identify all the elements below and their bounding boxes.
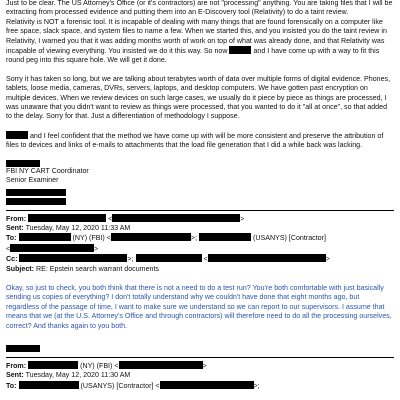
redaction-box (160, 381, 254, 389)
from-value: (NY) (FBI) < (80, 361, 119, 370)
redaction-box (6, 131, 28, 139)
redaction-box (19, 381, 79, 389)
email-separator (6, 210, 394, 211)
redaction-box (229, 46, 251, 54)
cc-sep-1: >; (127, 255, 134, 264)
redaction-box (28, 361, 78, 369)
signature-block (6, 160, 394, 205)
signature-role: Senior Examiner (6, 176, 59, 185)
redaction-box (136, 254, 202, 262)
sent-value: Tuesday, May 12, 2020 11:30 AM (25, 371, 131, 380)
email-body-1-text: Okay, so just to check, you both think that there is not a need to do a test run? You're both comfortable with just basically sending us copies of everything? I don't totally understand why we couldn't have done that eight months ago, but regardless of the passage of time, I want to make sure we understand so we can report to our supervisors. I assume that means that we (at the U.S. Attorney's Office and through contractors) will therefore need to do all the processing ourselves, correct? And thanks again to you both. (6, 283, 392, 330)
redaction-box (119, 361, 203, 369)
from-end: > (240, 214, 245, 223)
to-line (6, 381, 394, 391)
to-value-e: > (94, 244, 99, 253)
redaction-box (199, 233, 251, 241)
redaction-box (111, 233, 191, 241)
email-header-1 (6, 214, 394, 274)
subject-value: RE: Epstein search warrant documents (35, 264, 159, 273)
signature-block-2 (6, 345, 394, 352)
sent-line (6, 224, 394, 233)
body-paragraph-2: Sorry it has taken so long, but we are talking about terabytes worth of data over multiple forms of digital evidence. Phones, tablets, loose media, cameras, DVRs, servers, laptops, and desktop computers. We have gotten past encryption on multiple devices. When we review devices on such large cases, we usually do it piece by piece as things are processed, I was unaware that you didn't want to review as things were processed, that you wanted to do it "all at once", so that added to the delay. Sorry for that. Just a differentiation of methodology I suppose. (6, 74, 391, 121)
redaction-box (28, 214, 106, 222)
redaction-box (19, 233, 71, 241)
from-label: From: (6, 361, 27, 370)
to-line (6, 233, 394, 243)
to-value-a: (NY) (FBI) < (72, 234, 111, 243)
sent-label: Sent: (6, 223, 24, 232)
redaction-box (19, 254, 127, 262)
from-label: From: (6, 214, 27, 223)
cc-sep-2: < (203, 255, 208, 264)
redaction-box (6, 160, 40, 167)
to-value-d: < (6, 244, 11, 253)
intro-paragraph (6, 0, 394, 66)
signature-title: FBI NY CART Coordinator (6, 166, 89, 175)
from-line (6, 214, 394, 224)
body-paragraph-3-text: and I feel confident that the method we have come up with will be more consistent and preserve the attribution of files to devices and links of e-mails to attachments that the load file generation that I did a while back was lacking. (6, 131, 384, 150)
cc-end: > (325, 255, 330, 264)
to-label: To: (6, 234, 17, 243)
intro-sentence-3: and I have come up with a way to fit this round peg into this square hole. We will get it done. (6, 47, 380, 65)
redaction-box (6, 345, 40, 352)
cc-line (6, 254, 394, 264)
to-line-cont (6, 244, 394, 254)
redaction-box (208, 254, 326, 262)
to-value: (USANYS) [Contractor] < (80, 381, 160, 390)
to-label: To: (6, 381, 17, 390)
cc-label: Cc: (6, 255, 18, 264)
from-value: < (108, 214, 113, 223)
sent-line (6, 371, 394, 380)
subject-label: Subject: (6, 264, 34, 273)
email-header-2 (6, 361, 394, 391)
sent-value: Tuesday, May 12, 2020 11:33 AM (25, 223, 131, 232)
redaction-box (112, 214, 240, 222)
subject-line (6, 265, 394, 274)
to-value-b: >; (190, 234, 198, 243)
from-end: > (202, 361, 207, 370)
from-line (6, 361, 394, 371)
redaction-box (6, 198, 66, 205)
to-end: >; (253, 381, 260, 390)
sent-label: Sent: (6, 371, 24, 380)
to-value-c: (USANYS) [Contractor] (253, 234, 326, 243)
body-paragraph-3 (6, 131, 394, 151)
document-page (6, 0, 394, 391)
email-separator (6, 357, 394, 358)
redaction-box (6, 189, 66, 196)
redaction-box (10, 244, 94, 252)
intro-sentence-2: Relativity is NOT a forensic tool. It is incapable of dealing with many things that are found forensically on a computer like free space, slack space, and system files to name a few. When we started this, and you insisted you do the taint review in Relativity, I warned you that it was adding months worth of work on top of what was already done, and that Relativity was incapable of viewing everything. You insisted we do it this way. So now (6, 17, 387, 56)
email-body-1 (6, 284, 394, 331)
intro-sentence-1: Just to be clear. The US Attorney's Office (or it's contractors) are not "processing" anything. You are taking files that I will be extracting from processed evidence and putting them into an E-Discovery tool (Relativity) to do a taint review. (6, 0, 393, 17)
